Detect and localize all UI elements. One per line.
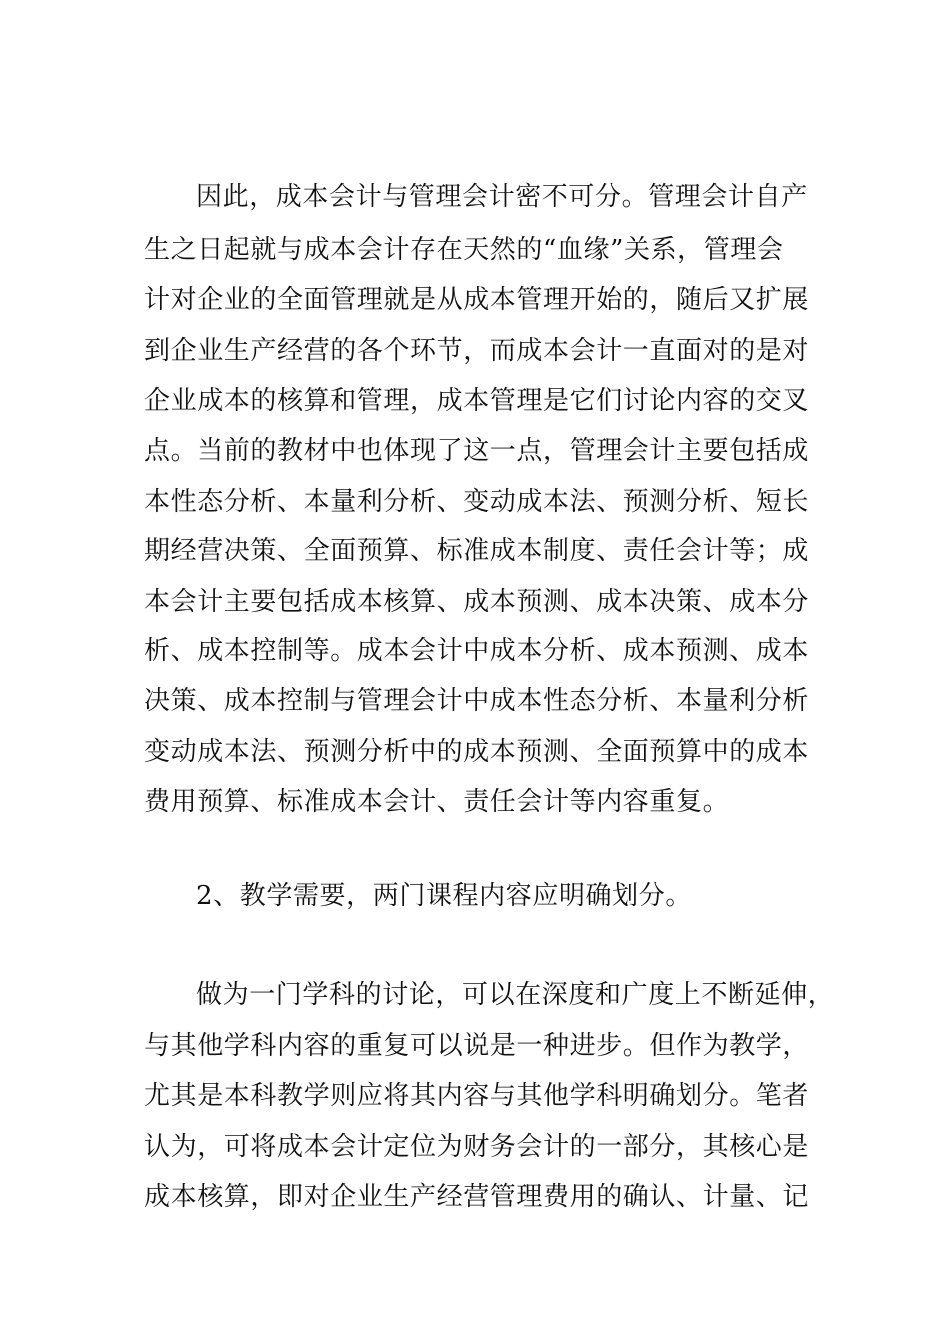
paragraph-1-line-11: 决策、成本控制与管理会计中成本性态分析、本量利分析 — [144, 686, 810, 716]
paragraph-1-line-8: 期经营决策、全面预算、标准成本制度、责任会计等；成 — [144, 536, 810, 566]
paragraph-2-line-5: 成本核算，即对企业生产经营管理费用的确认、计量、记 — [144, 1182, 810, 1212]
paragraph-2-line-2: 与其他学科内容的重复可以说是一种进步。但作为教学， — [144, 1031, 810, 1061]
paragraph-1-line-5: 企业成本的核算和管理，成本管理是它们讨论内容的交叉 — [144, 386, 810, 416]
paragraph-1-line-2: 生之日起就与成本会计存在天然的“血缘”关系，管理会 — [144, 235, 784, 265]
section-heading-2: 2、教学需要，两门课程内容应明确划分。 — [196, 881, 692, 911]
paragraph-1-line-7: 本性态分析、本量利分析、变动成本法、预测分析、短长 — [144, 487, 810, 517]
paragraph-1-line-13: 费用预算、标准成本会计、责任会计等内容重复。 — [144, 787, 730, 817]
paragraph-1-line-10: 析、成本控制等。成本会计中成本分析、成本预测、成本 — [144, 636, 810, 666]
paragraph-1-line-9: 本会计主要包括成本核算、成本预测、成本决策、成本分 — [144, 587, 810, 617]
paragraph-1-line-6: 点。当前的教材中也体现了这一点，管理会计主要包括成 — [144, 436, 810, 466]
paragraph-2-line-3: 尤其是本科教学则应将其内容与其他学科明确划分。笔者 — [144, 1081, 810, 1111]
paragraph-1-line-4: 到企业生产经营的各个环节，而成本会计一直面对的是对 — [144, 336, 810, 366]
paragraph-1-line-1: 因此，成本会计与管理会计密不可分。管理会计自产 — [196, 182, 808, 212]
paragraph-2-line-4: 认为，可将成本会计定位为财务会计的一部分，其核心是 — [144, 1132, 810, 1162]
paragraph-2-line-1: 做为一门学科的讨论，可以在深度和广度上不断延伸， — [196, 980, 835, 1010]
paragraph-1-line-12: 变动成本法、预测分析中的成本预测、全面预算中的成本 — [144, 737, 810, 767]
paragraph-1-line-3: 计对企业的全面管理就是从成本管理开始的，随后又扩展 — [144, 285, 810, 315]
